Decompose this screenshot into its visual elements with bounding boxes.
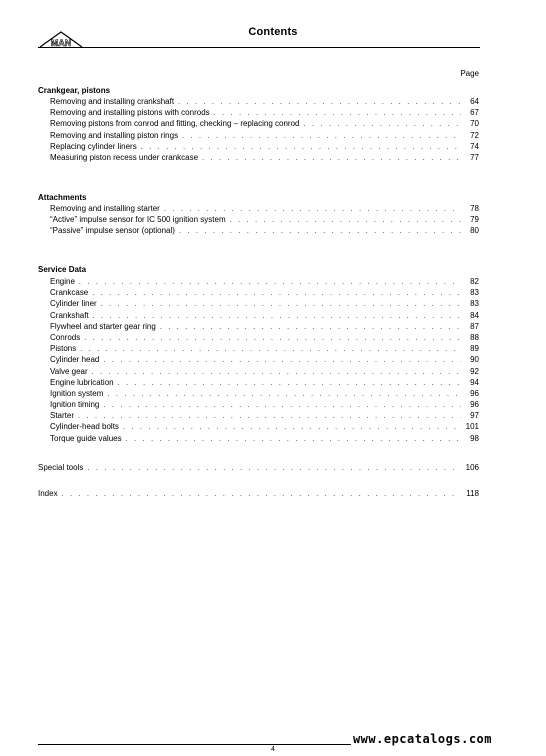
toc-entry[interactable] bbox=[50, 298, 479, 309]
toc-entry-label: “Passive” impulse sensor (optional) bbox=[50, 226, 175, 236]
toc-entry-label: Cylinder-head bolts bbox=[50, 422, 119, 432]
dot-leader bbox=[230, 215, 461, 226]
toc-entry-page: 67 bbox=[470, 108, 479, 118]
dot-leader bbox=[80, 344, 461, 355]
page-title: Contents bbox=[248, 26, 298, 38]
dot-leader bbox=[160, 322, 461, 333]
toc-entry[interactable] bbox=[38, 462, 479, 473]
section-heading-crankgear: Crankgear, pistons bbox=[38, 86, 111, 95]
dot-leader bbox=[182, 131, 461, 142]
toc-entry-label: Cylinder liner bbox=[50, 299, 97, 309]
toc-entry-label: Removing and installing pistons with conrods bbox=[50, 108, 210, 118]
watermark: www.epcatalogs.com bbox=[352, 732, 492, 746]
toc-entry[interactable] bbox=[50, 107, 479, 118]
dot-leader bbox=[79, 277, 461, 288]
dot-leader bbox=[78, 411, 461, 422]
toc-entry-page: 70 bbox=[470, 119, 479, 129]
dot-leader bbox=[107, 389, 461, 400]
toc-entry-page: 84 bbox=[470, 310, 479, 320]
toc-entry-label: Starter bbox=[50, 411, 75, 421]
toc-entry-page: 106 bbox=[465, 463, 479, 472]
toc-entry[interactable] bbox=[50, 203, 479, 214]
dot-leader bbox=[202, 153, 461, 164]
toc-entry-label: Crankcase bbox=[50, 288, 89, 298]
dot-leader bbox=[118, 378, 461, 389]
toc-entry-label: Special tools bbox=[38, 463, 84, 472]
toc-entry-page: 87 bbox=[470, 321, 479, 331]
toc-entry[interactable] bbox=[50, 399, 479, 410]
dot-leader bbox=[92, 288, 461, 299]
page-number: 4 bbox=[271, 746, 275, 753]
toc-entry[interactable] bbox=[50, 332, 479, 343]
toc-entry[interactable] bbox=[50, 433, 479, 444]
dot-leader bbox=[87, 463, 461, 474]
toc-special-tools bbox=[38, 462, 479, 473]
toc-entry[interactable] bbox=[50, 410, 479, 421]
toc-entry[interactable] bbox=[50, 421, 479, 432]
toc-entry-page: 88 bbox=[470, 332, 479, 342]
dot-leader bbox=[178, 97, 461, 108]
toc-entry[interactable] bbox=[50, 343, 479, 354]
toc-entry-label: Pistons bbox=[50, 344, 77, 354]
toc-entry[interactable] bbox=[50, 225, 479, 236]
toc-entry[interactable] bbox=[50, 310, 479, 321]
toc-entry-label: Ignition timing bbox=[50, 400, 100, 410]
dot-leader bbox=[179, 226, 461, 237]
toc-entry-page: 96 bbox=[470, 388, 479, 398]
toc-entry-page: 82 bbox=[470, 277, 479, 286]
toc-entry[interactable] bbox=[50, 214, 479, 225]
dot-leader bbox=[126, 434, 461, 445]
toc-entry-page: 98 bbox=[470, 433, 479, 443]
toc-index bbox=[38, 488, 479, 499]
toc-entry-page: 90 bbox=[470, 355, 479, 365]
toc-entry-label: Removing pistons from conrod and fitting, checking – replacing conrod bbox=[50, 119, 300, 129]
svg-text:MAN: MAN bbox=[50, 38, 72, 48]
toc-entry-label: Ignition system bbox=[50, 388, 104, 398]
toc-entry-label: Replacing cylinder liners bbox=[50, 141, 137, 151]
toc-entry-label: Valve gear bbox=[50, 366, 88, 376]
toc-entry-label: Cylinder head bbox=[50, 355, 100, 365]
toc-entry[interactable] bbox=[50, 388, 479, 399]
dot-leader bbox=[62, 489, 461, 500]
dot-leader bbox=[103, 355, 461, 366]
toc-entry-label: Flywheel and starter gear ring bbox=[50, 321, 156, 331]
toc-entry-label: Removing and installing starter bbox=[50, 204, 160, 213]
toc-entry-page: 83 bbox=[470, 299, 479, 309]
section-heading-attachments: Attachments bbox=[38, 193, 87, 202]
toc-section-service-data bbox=[50, 276, 479, 444]
toc-entry[interactable] bbox=[50, 377, 479, 388]
toc-entry[interactable] bbox=[50, 130, 479, 141]
toc-entry-label: Index bbox=[38, 489, 58, 498]
toc-entry-page: 77 bbox=[470, 152, 479, 162]
toc-entry-page: 72 bbox=[470, 130, 479, 140]
toc-entry[interactable] bbox=[50, 276, 479, 287]
toc-entry[interactable] bbox=[38, 488, 479, 499]
toc-entry-page: 83 bbox=[470, 288, 479, 298]
toc-entry-label: Crankshaft bbox=[50, 310, 89, 320]
toc-entry-label: Conrods bbox=[50, 332, 81, 342]
page-column-label: Page bbox=[460, 69, 479, 78]
toc-entry-page: 97 bbox=[470, 411, 479, 421]
toc-entry[interactable] bbox=[50, 141, 479, 152]
toc-section-attachments bbox=[50, 203, 479, 237]
toc-entry-page: 78 bbox=[470, 204, 479, 213]
dot-leader bbox=[101, 299, 461, 310]
toc-entry-page: 64 bbox=[470, 97, 479, 106]
toc-entry[interactable] bbox=[50, 354, 479, 365]
toc-entry[interactable] bbox=[50, 96, 479, 107]
toc-entry-page: 96 bbox=[470, 400, 479, 410]
toc-entry[interactable] bbox=[50, 287, 479, 298]
toc-section-crankgear bbox=[50, 96, 479, 163]
toc-entry-label: “Active” impulse sensor for IC 500 ignition system bbox=[50, 215, 226, 225]
toc-entry-page: 79 bbox=[470, 215, 479, 225]
dot-leader bbox=[103, 400, 461, 411]
dot-leader bbox=[84, 333, 461, 344]
toc-entry-page: 89 bbox=[470, 344, 479, 354]
header-divider bbox=[38, 47, 480, 48]
toc-entry-label: Engine bbox=[50, 277, 75, 286]
toc-entry-label: Torque guide values bbox=[50, 433, 122, 443]
toc-entry-page: 101 bbox=[465, 422, 479, 432]
toc-entry[interactable] bbox=[50, 366, 479, 377]
toc-entry-label: Measuring piston recess under crankcase bbox=[50, 152, 199, 162]
toc-entry-label: Engine lubrication bbox=[50, 377, 114, 387]
toc-entry[interactable] bbox=[50, 321, 479, 332]
toc-entry-page: 118 bbox=[466, 489, 479, 498]
toc-entry[interactable] bbox=[50, 118, 479, 129]
toc-entry-page: 80 bbox=[470, 226, 479, 236]
toc-entry-page: 94 bbox=[470, 377, 479, 387]
dot-leader bbox=[123, 422, 461, 433]
section-heading-service-data: Service Data bbox=[38, 265, 87, 274]
toc-entry-label: Removing and installing piston rings bbox=[50, 130, 179, 140]
toc-entry[interactable] bbox=[50, 152, 479, 163]
toc-entry-label: Removing and installing crankshaft bbox=[50, 97, 175, 106]
dot-leader bbox=[92, 367, 461, 378]
dot-leader bbox=[303, 119, 461, 130]
toc-entry-page: 74 bbox=[470, 141, 479, 151]
toc-entry-page: 92 bbox=[470, 366, 479, 376]
